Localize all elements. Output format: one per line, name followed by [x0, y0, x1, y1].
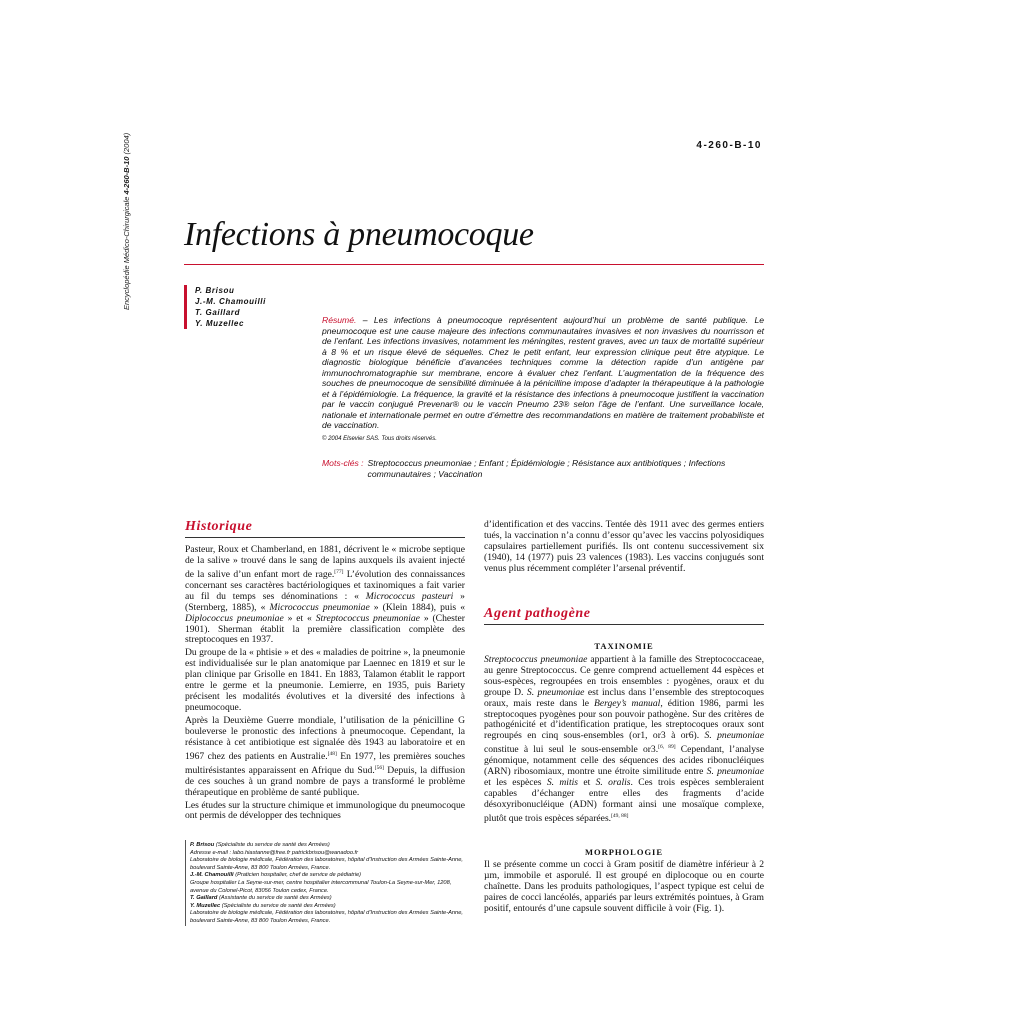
taxinomie-text [484, 655, 764, 827]
journal-sidebar [122, 110, 136, 310]
title-rule [184, 264, 764, 265]
document-number: 4-260-B-10 [696, 140, 762, 151]
reference: [48] [327, 750, 337, 757]
paragraph: Pasteur, Roux et Chamberland, en 1881, décrivent le « microbe septique de la salive » trouvé dans le sang de lapins auxquels ils avaient injecté de la salive d’un enfant mort de rage.[77] L’évolution des connaissances concernant ses caractères bactériologiques et taxinomiques a fait varier au fil du temps ses dénominations : « Micrococcus pasteuri » (Sternberg, 1885), « Micrococcus pneumoniae » (Klein 1884), puis « Diplococcus pneumoniae » et « Streptococcus pneumoniae » (Chester 1901). Sherman établit la première classification complète des streptocoques en 1937. [185, 544, 465, 646]
section-rule [484, 624, 764, 625]
abstract-label: Résumé. [322, 315, 357, 325]
paragraph: Du groupe de la « phtisie » et des « maladies de poitrine », la pneumonie est individualisée sur le plan anatomique par Laennec en 1819 et sur le plan clinique par Grisolle en 1841. En 1883, Talamon établit le rapport entre le germe et la pneumonie. Lemierre, en 1935, puis Bariety précisent les modalités évolutives et la diversité des infections à pneumocoque. [185, 647, 465, 713]
reference: [6, 89] [658, 744, 676, 751]
affiliation-line: Groupe hospitalier La Seyne-sur-mer, centre hospitalier intercommunal Toulon-La Seyne-sur-Mer, 1208, avenue du Colonel-Picot, 83056 Toulon cedex, France. [190, 879, 452, 894]
paragraph: Il se présente comme un cocci à Gram positif de diamètre inférieur à 2 µm, immobile et asporulé. Il est groupé en diplocoque ou en courte chaînette. Dans les produits pathologiques, l’aspect typique est celui de paires de cocci lancéolés, appariés par leurs extrémités pointues, à Gram positif, entourés d’une capsule souvent difficile à voir (Fig. 1). [484, 859, 764, 914]
paragraph: Après la Deuxième Guerre mondiale, l’utilisation de la pénicilline G bouleverse le pronostic des infections à pneumocoque. Cependant, la résistance à cet antibiotique est signalée dès 1943 au laboratoire et en 1967 chez des patients en Australie.[48] En 1977, les premières souches multirésistantes apparaissent en Afrique du Sud.[56] Depuis, la diffusion de ces souches à un grand nombre de pays a transformé le problème thérapeutique en problème de santé publique. [185, 714, 465, 798]
affiliation-line: P. Brisou (Spécialiste du service de santé des Armées) [190, 842, 330, 848]
paragraph: Streptococcus pneumoniae appartient à la famille des Streptococcaceae, au genre Streptococcus. Ce genre comprend actuellement 44 espèces et sous-espèces, regroupées en trois ensembles : pyogènes, oraux et du groupe D. S. pneumoniae est inclus dans l’ensemble des streptocoques oraux, mais reste dans le Bergey’s manual, édition 1986, parmi les streptocoques pyogènes pour son pouvoir pathogène. Sur des critères de pathogénicité et d’identification pratique, les streptocoques oraux sont regroupés en cinq sous-ensembles (or1, or3 à or6). S. pneumoniae constitue à lui seul le sous-ensemble or3.[6, 89] Cependant, l’analyse génomique, notamment celle des séquences des acides ribonucléiques (ARN) ribosomiaux, montre une étroite similitude entre S. pneumoniae et les espèces S. mitis et S. oralis. Ces trois espèces sembleraient capables d’échanger entre elles des fragments d’acide désoxyribonucléique (ADN) formant ainsi une mosaïque complexe, plutôt que trois espèces séparées.[49, 88] [484, 654, 764, 825]
subheading-morphologie: MORPHOLOGIE [584, 847, 664, 857]
article-title: Infections à pneumocoque [184, 216, 534, 253]
section-heading-historique: Historique [185, 519, 253, 534]
paragraph: d’identification et des vaccins. Tentée dès 1911 avec des germes entiers tués, la vaccination n’a connu d’essor qu’avec les vaccins polyosidiques capsulaires partiellement purifiés. Ils ont contenu successivement six (1940), 14 (1977) puis 23 valences (1983). Les vaccins conjugués sont venus plus récemment compléter l’arsenal préventif. [484, 519, 764, 574]
abstract [322, 315, 764, 431]
affiliation-rule [185, 840, 186, 926]
author-list [184, 285, 266, 329]
affiliation-line: J.-M. Chamouilli (Praticien hospitalier, chef de service de pédiatrie) [190, 872, 362, 879]
author: Y. Muzellec [195, 319, 244, 328]
journal-code: 4-260-B-10 [122, 156, 131, 195]
paragraph: Les études sur la structure chimique et immunologique du pneumocoque ont permis de développer des techniques [185, 799, 465, 822]
author: J.-M. Chamouilli [195, 297, 266, 306]
affiliations [190, 842, 468, 926]
author: T. Gaillard [195, 308, 241, 317]
copyright: © 2004 Elsevier SAS. Tous droits réservés. [322, 436, 437, 442]
subheading-taxinomie: TAXINOMIE [594, 641, 654, 651]
abstract-text: – Les infections à pneumocoque représentent aujourd’hui un problème de santé publique. Le pneumocoque est une cause majeure des infections communautaires invasives et non invasives du nourrisson et de l’enfant. Les infections invasives, notamment les méningites, restent graves, avec un taux de mortalité supérieur à 8 % et un risque élevé de séquelles. Chez le petit enfant, leur expression clinique peut être atypique. Le diagnostic biologique bénéficie d’avancées techniques comme la détection rapide d’un antigène par immunochromatographie sur membrane, encore à évaluer chez l’enfant. L’augmentation de la fréquence des souches de pneumocoque de sensibilité diminuée à la pénicilline impose d’adapter la thérapeutique à la pathologie et à l’épidémiologie. La fréquence, la gravité et la résistance des infections à pneumocoque justifient la vaccination par le vaccin conjugué Prevenar® ou le vaccin Pneumo 23® selon l’âge de l’enfant. Une surveillance locale, nationale et internationale permet en outre d’émettre des recommandations en matière de traitement probabiliste et de vaccination. [322, 315, 764, 430]
affiliation-line: T. Gaillard (Assistante du service de santé des Armées) [190, 895, 332, 902]
keywords [322, 458, 764, 479]
keywords-label: Mots-clés : [322, 458, 364, 468]
author: P. Brisou [195, 286, 235, 295]
affiliation-line: Y. Muzellec (Spécialiste du service de santé des Armées) [190, 902, 336, 909]
section-heading-agent-pathogene: Agent pathogène [484, 606, 591, 621]
reference: [49, 88] [611, 812, 629, 819]
column-right [484, 520, 764, 577]
reference: [77] [334, 568, 344, 575]
reference: [56] [374, 764, 384, 771]
affiliation-line: Adresse e-mail : labo.hiastanne@free.fr patrickbrisou@wanadoo.fr [190, 849, 359, 856]
keywords-text: Streptococcus pneumoniae ; Enfant ; Épidémiologie ; Résistance aux antibiotiques ; Infections communautaires ; Vaccination [367, 458, 726, 479]
journal-year: (2004) [122, 132, 131, 155]
section-rule [185, 537, 465, 538]
journal-name: Encyclopédie Médico-Chirurgicale [122, 196, 131, 310]
column-left [185, 545, 465, 824]
morphologie-text [484, 860, 764, 917]
affiliation-line: Laboratoire de biologie médicale, Fédération des laboratoires, hôpital d’Instruction des Armées Sainte-Anne, boulevard Sainte-Anne, 83 800 Toulon Armées, France. [190, 857, 463, 871]
affiliation-line: Laboratoire de biologie médicale, Fédération des laboratoires, hôpital d’Instruction des Armées Sainte-Anne, boulevard Sainte-Anne, 83 800 Toulon Armées, France. [190, 910, 463, 924]
